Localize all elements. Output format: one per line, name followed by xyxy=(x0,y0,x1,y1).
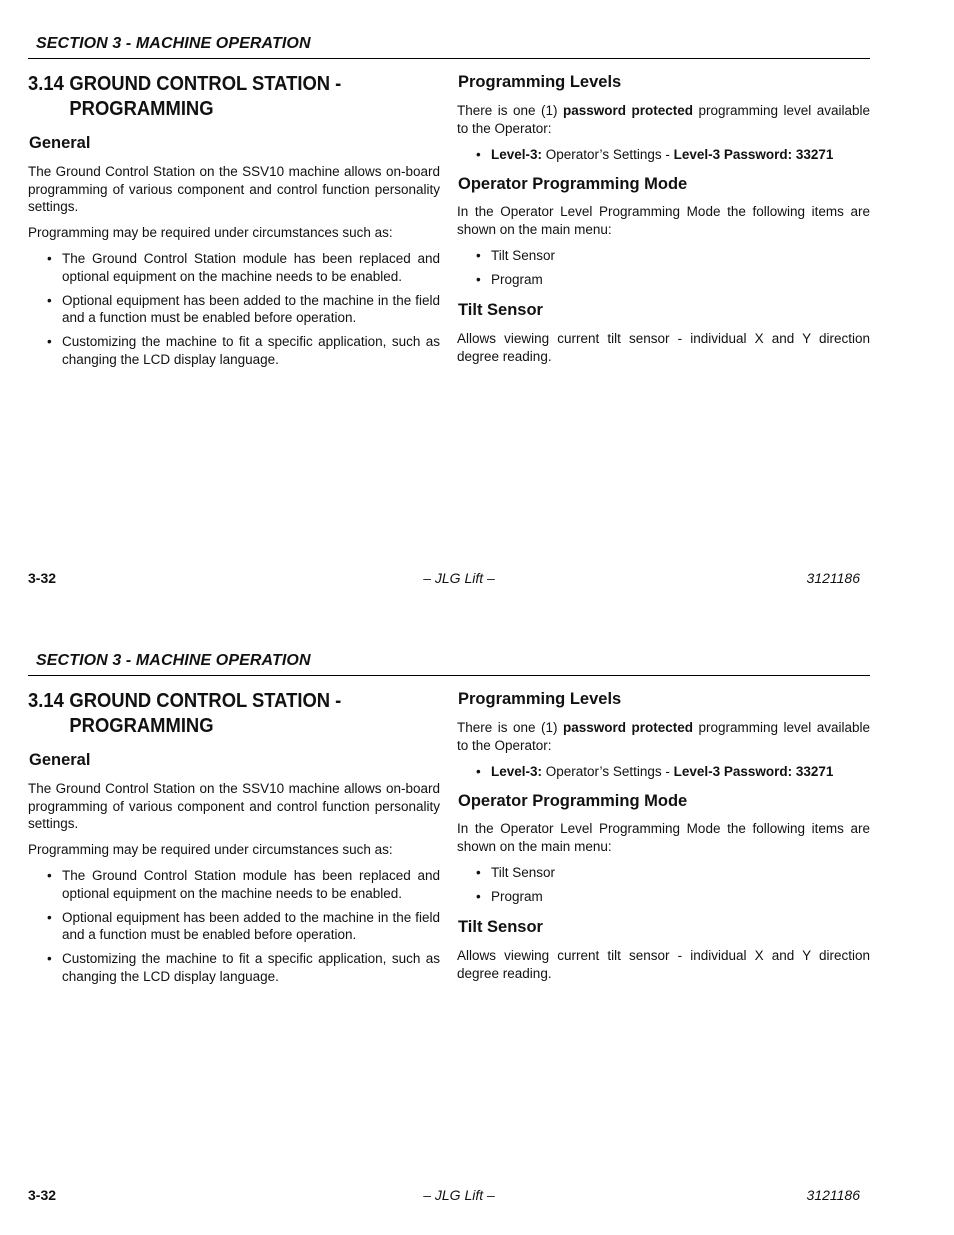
manual-page-1 xyxy=(0,0,954,617)
tilt-sensor-paragraph: Allows viewing current tilt sensor - individual X and Y direction degree reading. xyxy=(457,948,870,981)
footer-brand: – JLG Lift – xyxy=(423,570,495,586)
list-item: • Tilt Sensor xyxy=(476,864,870,882)
list-item xyxy=(476,146,870,164)
section-header: SECTION 3 - MACHINE OPERATION xyxy=(36,652,311,669)
levels-text-2: programming level available to the Operator: xyxy=(457,720,871,753)
list-item: • Program xyxy=(476,888,870,906)
level-password: Level-3 Password: 33271 xyxy=(673,147,834,162)
section-title-line1: GROUND CONTROL STATION - xyxy=(69,73,342,95)
operator-mode-paragraph: In the Operator Level Programming Mode the following items are shown on the main menu: xyxy=(457,204,870,237)
section-title-line2: PROGRAMMING xyxy=(69,98,214,120)
general-heading: General xyxy=(29,134,91,152)
levels-text-bold: password protected xyxy=(562,103,693,118)
operator-mode-paragraph: In the Operator Level Programming Mode the following items are shown on the main menu: xyxy=(457,821,870,854)
level-label: Level-3: xyxy=(491,764,543,779)
page-number: 3-32 xyxy=(28,1187,57,1203)
list-item: • The Ground Control Station module has been replaced and optional equipment on the machine needs to be enabled. xyxy=(47,867,440,902)
circumstances-intro: Programming may be required under circumstances such as: xyxy=(28,842,393,857)
programming-levels-paragraph xyxy=(457,102,870,137)
header-rule xyxy=(28,58,870,59)
circumstances-intro: Programming may be required under circumstances such as: xyxy=(28,225,393,240)
level-list xyxy=(476,763,870,787)
list-item: • The Ground Control Station module has been replaced and optional equipment on the machine needs to be enabled. xyxy=(47,250,440,285)
list-item: • Tilt Sensor xyxy=(476,247,870,265)
list-item xyxy=(476,763,870,781)
list-item: • Customizing the machine to fit a specific application, such as changing the LCD display language. xyxy=(47,333,440,368)
page-number: 3-32 xyxy=(28,570,57,586)
menu-items-list xyxy=(476,247,870,295)
document-number: 3121186 xyxy=(806,570,860,586)
list-item: • Program xyxy=(476,271,870,289)
levels-text-1: There is one (1) xyxy=(457,103,563,118)
tilt-sensor-heading: Tilt Sensor xyxy=(458,301,543,319)
document-number: 3121186 xyxy=(806,1187,860,1203)
general-heading: General xyxy=(29,751,91,769)
general-paragraph: The Ground Control Station on the SSV10 machine allows on-board programming of various component and control function personality settings. xyxy=(28,781,440,831)
section-title-line2: PROGRAMMING xyxy=(69,715,214,737)
level-label: Level-3: xyxy=(491,147,543,162)
tilt-sensor-paragraph: Allows viewing current tilt sensor - individual X and Y direction degree reading. xyxy=(457,331,870,364)
section-title xyxy=(28,689,396,739)
list-item: • Customizing the machine to fit a specific application, such as changing the LCD display language. xyxy=(47,950,440,985)
section-title xyxy=(28,72,396,122)
tilt-sensor-heading: Tilt Sensor xyxy=(458,918,543,936)
level-list xyxy=(476,146,870,170)
manual-page-2 xyxy=(0,617,954,1234)
circumstances-list xyxy=(47,867,440,992)
section-title-line1: GROUND CONTROL STATION - xyxy=(69,690,342,712)
section-header: SECTION 3 - MACHINE OPERATION xyxy=(36,35,311,52)
operator-mode-heading: Operator Programming Mode xyxy=(458,792,688,810)
level-description: Operator’s Settings - xyxy=(542,147,674,162)
general-paragraph: The Ground Control Station on the SSV10 machine allows on-board programming of various component and control function personality settings. xyxy=(28,164,440,214)
programming-levels-heading: Programming Levels xyxy=(458,73,622,91)
circumstances-list xyxy=(47,250,440,375)
list-item: • Optional equipment has been added to the machine in the field and a function must be enabled before operation. xyxy=(47,909,440,944)
levels-text-2: programming level available to the Operator: xyxy=(457,103,871,136)
levels-text-bold: password protected xyxy=(562,720,693,735)
menu-items-list xyxy=(476,864,870,912)
levels-text-1: There is one (1) xyxy=(457,720,563,735)
operator-mode-heading: Operator Programming Mode xyxy=(458,175,688,193)
programming-levels-paragraph xyxy=(457,719,870,754)
section-number: 3.14 xyxy=(28,690,64,712)
level-description: Operator’s Settings - xyxy=(542,764,674,779)
footer-brand: – JLG Lift – xyxy=(423,1187,495,1203)
header-rule xyxy=(28,675,870,676)
programming-levels-heading: Programming Levels xyxy=(458,690,622,708)
level-password: Level-3 Password: 33271 xyxy=(673,764,834,779)
list-item: • Optional equipment has been added to the machine in the field and a function must be enabled before operation. xyxy=(47,292,440,327)
section-number: 3.14 xyxy=(28,73,64,95)
